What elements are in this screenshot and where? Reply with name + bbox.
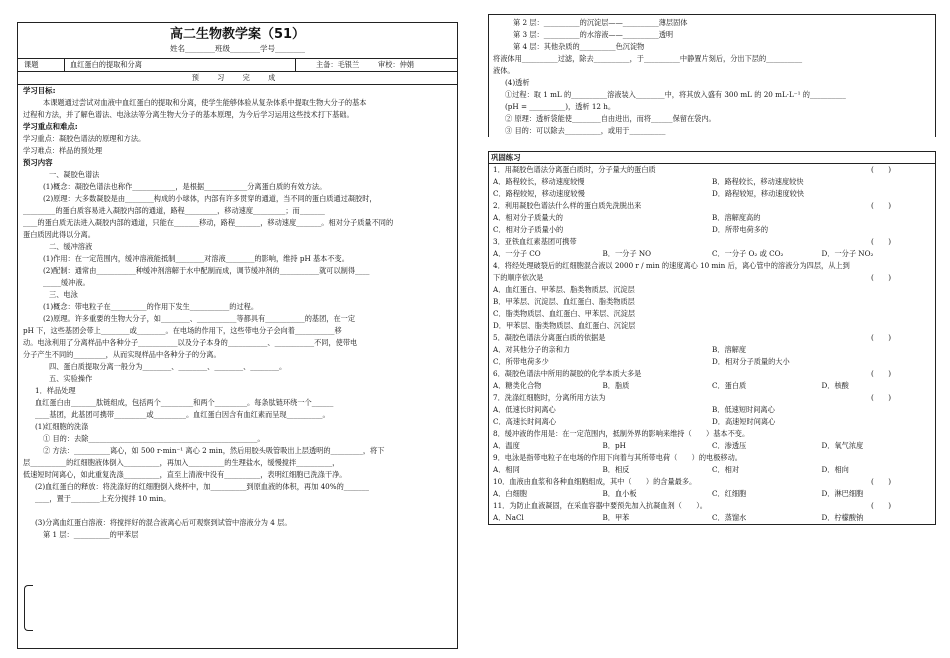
separation-steps bbox=[488, 14, 936, 137]
text-line: ① 目的：去除_______________________________________________。 bbox=[43, 434, 265, 443]
answer-option: A．路程较长，移动速度较慢 bbox=[493, 177, 585, 186]
text-line bbox=[23, 505, 452, 517]
text-line: 二、缓冲溶液 bbox=[49, 242, 93, 251]
text-line: 蛋白质因此得以分离。 bbox=[23, 230, 95, 239]
question-text: 8．缓冲液的作用是：在一定范围内，抵制外界的影响来维持（ ）基本不变。 bbox=[493, 429, 750, 438]
text-line: 本课题通过尝试对血液中血红蛋白的提取和分离，使学生能够体验从复杂体系中提取生物大分子的基本 bbox=[43, 98, 367, 107]
answer-option: A．相同 bbox=[493, 465, 520, 474]
text-line: ② 方法：__________离心，如 500 r·min⁻¹ 离心 2 min，然后用胶头吸管吸出上层透明的_________，将下 bbox=[43, 446, 385, 455]
text-line: _____缓冲液。 bbox=[43, 278, 90, 287]
question-item bbox=[493, 452, 931, 476]
question-text: 1．用凝胶色谱法分离蛋白质时，分子量大的蛋白质 bbox=[493, 165, 656, 174]
answer-option: D．柠檬酸钠 bbox=[821, 513, 864, 522]
question-item bbox=[493, 368, 931, 392]
preview-bar: 预 习 完 成 bbox=[18, 72, 457, 85]
page-title: 高二生物教学案（51） bbox=[169, 27, 306, 42]
answer-option: B．pH bbox=[602, 441, 626, 450]
answer-option: A．低速长时间离心 bbox=[493, 405, 556, 414]
section-heading: 学习目标: bbox=[23, 86, 56, 95]
answer-blank: ( ) bbox=[871, 477, 891, 486]
text-line: 分子产生不同的_________，从而实现样品中各种分子的分离。 bbox=[23, 350, 221, 359]
question-text: 下的顺序依次是 bbox=[493, 273, 544, 282]
text-line: 血红蛋白由_______肽链组成，包括两个_________和两个_________。每条肽链环绕一个______ bbox=[35, 398, 334, 407]
answer-option: C．相对 bbox=[712, 465, 740, 474]
answer-option: D．路程较短，移动速度较快 bbox=[712, 189, 805, 198]
practice-title: 巩固练习 bbox=[489, 152, 935, 164]
answer-option: D．相向 bbox=[821, 465, 849, 474]
preview-content bbox=[18, 85, 457, 541]
answer-option: C．渗透压 bbox=[712, 441, 747, 450]
answer-option: B．甲苯 bbox=[602, 513, 630, 522]
answer-option: A．白细胞 bbox=[493, 489, 527, 498]
text-line: (3)分离血红蛋白溶液：将搅拌好的混合液离心后可观察到试管中溶液分为 4 层。 bbox=[35, 518, 292, 527]
question-item bbox=[493, 200, 931, 236]
lesson-meta-row bbox=[18, 58, 457, 72]
answer-option: D．高速短时间离心 bbox=[712, 417, 776, 426]
answer-option: D．相对分子质量的大小 bbox=[712, 357, 790, 366]
text-line: ③ 目的：可以除去__________，或用于__________ bbox=[505, 126, 666, 135]
question-text: 6．凝胶色谱法中所用的凝胶的化学本质大多是 bbox=[493, 369, 642, 378]
left-column bbox=[17, 22, 458, 649]
question-item bbox=[493, 164, 931, 200]
answer-option: B．溶解度高的 bbox=[712, 213, 761, 222]
answer-blank: ( ) bbox=[871, 369, 891, 378]
reviewer-name: 审校：仲娟 bbox=[378, 60, 414, 69]
answer-option: A．一分子 CO bbox=[493, 249, 541, 258]
question-text: 7．洗涤红细胞时，分离所用方法为 bbox=[493, 393, 606, 402]
text-line: (4)透析 bbox=[505, 78, 530, 87]
question-item bbox=[493, 392, 931, 428]
text-line: 将液体用__________过滤，除去__________，于__________中静置片刻后，分出下层的__________ bbox=[493, 54, 803, 63]
student-info-line: 姓名________班级________学号________ bbox=[170, 44, 305, 53]
answer-option: C．相对分子质量小的 bbox=[493, 225, 564, 234]
text-line: 1．样品处理 bbox=[35, 386, 76, 395]
text-line: ② 原理：透析袋能使________自由进出，而将______保留在袋内。 bbox=[505, 114, 716, 123]
answer-option: C．蒸馏水 bbox=[712, 513, 747, 522]
answer-option: C．脂类物质层、血红蛋白、甲苯层、沉淀层 bbox=[493, 309, 636, 318]
answer-option: D．核酸 bbox=[821, 381, 849, 390]
question-text: 11．为防止血液凝固，在采血容器中要预先加入抗凝血剂（ ）。 bbox=[493, 501, 707, 510]
bracket-mark bbox=[24, 585, 33, 631]
text-line: 液体。 bbox=[493, 66, 515, 75]
answer-option: A．血红蛋白、甲苯层、脂类物质层、沉淀层 bbox=[493, 285, 635, 294]
question-item bbox=[493, 260, 931, 272]
text-line: (2)原理。许多重要的生物大分子，如________、___________等都具有___________的基团，在一定 bbox=[43, 314, 356, 323]
answer-option: C．高速长时间离心 bbox=[493, 417, 557, 426]
answer-option: C．一分子 O₂ 或 CO₂ bbox=[712, 249, 784, 258]
question-item bbox=[493, 332, 931, 368]
text-line: 第 4 层：其他杂质的__________色沉淀物 bbox=[513, 42, 645, 51]
answer-option: B．一分子 NO bbox=[602, 249, 651, 258]
question-item bbox=[493, 236, 931, 260]
answer-option: D．甲苯层、脂类物质层、血红蛋白、沉淀层 bbox=[493, 321, 636, 330]
text-line: (1)概念：凝胶色谱法也称作____________，是根据____________分离蛋白质的有效方法。 bbox=[43, 182, 327, 191]
answer-blank: ( ) bbox=[871, 393, 891, 402]
right-column bbox=[488, 14, 936, 525]
question-text: 4．将经处理破裂后的红细胞混合液以 2000 r / min 的速度离心 10 min 后，离心管中的溶液分为四层，从上到 bbox=[493, 261, 850, 270]
answer-option: A．温度 bbox=[493, 441, 520, 450]
question-text: 5．凝胶色谱法分离蛋白质的依据是 bbox=[493, 333, 606, 342]
answer-option: A．糖类化合物 bbox=[493, 381, 542, 390]
answer-option: D．氧气浓度 bbox=[821, 441, 864, 450]
text-line: 一、凝胶色谱法 bbox=[49, 170, 100, 179]
question-item bbox=[493, 476, 931, 500]
answer-option: D．一分子 NO₂ bbox=[821, 249, 874, 258]
text-line: ____，置于________上充分搅拌 10 min。 bbox=[35, 494, 171, 503]
text-line: (1)概念：带电粒子在__________的作用下发生___________的过程。 bbox=[43, 302, 259, 311]
answer-option: A．对其他分子的亲和力 bbox=[493, 345, 571, 354]
text-line: (pH = __________)，透析 12 h。 bbox=[505, 102, 616, 111]
answer-option: B．低速短时间离心 bbox=[712, 405, 775, 414]
text-line: 三、电泳 bbox=[49, 290, 78, 299]
answer-blank: ( ) bbox=[871, 165, 891, 174]
text-line: (2)血红蛋白的释放：将洗涤好的红细胞倒入烧杯中，加__________到原血液的体积，再加 40%的_______ bbox=[35, 482, 369, 491]
lesson-label: 课题 bbox=[24, 60, 39, 69]
answer-blank: ( ) bbox=[871, 237, 891, 246]
text-line: 层__________的红细胞液体倒入__________，再加入__________的生理盐水，缓慢搅拌__________， bbox=[23, 458, 340, 467]
text-line: (2)配制：通常由___________种缓冲剂溶解于水中配制而成，调节缓冲剂的___________就可以制得____ bbox=[43, 266, 370, 275]
text-line: 动。电泳利用了分离样品中各种分子___________以及分子本身的___________、___________不同，使带电 bbox=[23, 338, 358, 347]
text-line: ①过程：取 1 mL 的__________溶液装入________中，将其放入盛有 300 mL 的 20 mL·L⁻¹ 的__________ bbox=[505, 90, 846, 99]
answer-option: B．血小板 bbox=[602, 489, 637, 498]
question-text: 2．利用凝胶色谱法什么样的蛋白质先洗脱出来 bbox=[493, 201, 642, 210]
text-line: 五、实验操作 bbox=[49, 374, 93, 383]
question-text: 10．血液由血浆和各种血细胞组成，其中（ ）的含量最多。 bbox=[493, 477, 697, 486]
answer-blank: ( ) bbox=[871, 333, 891, 342]
text-line: 学习难点：样品的预处理 bbox=[23, 146, 103, 155]
text-line: pH 下，这些基团会带上________或________。在电场的作用下，这些带电分子会向着___________移 bbox=[23, 326, 342, 335]
text-line: _________的蛋白质容易进入凝胶内部的通道，路程_________，移动速度_________；而_______ bbox=[23, 206, 325, 215]
answer-option: B．甲苯层、沉淀层、血红蛋白、脂类物质层 bbox=[493, 297, 635, 306]
answer-option: C．红细胞 bbox=[712, 489, 747, 498]
question-item bbox=[493, 272, 931, 332]
answer-option: C．路程较短，移动速度较慢 bbox=[493, 189, 585, 198]
editor-name: 主备：毛银兰 bbox=[316, 60, 360, 69]
lesson-value: 血红蛋白的提取和分离 bbox=[70, 60, 142, 69]
question-text: 9．电泳是指带电粒子在电场的作用下向着与其所带电荷（ ）的电极移动。 bbox=[493, 453, 742, 462]
practice-section bbox=[488, 151, 936, 525]
text-line: 过程和方法，并了解色谱法、电泳法等分离生物大分子的基本原理，为今后学习运用这些技术打下基础。 bbox=[23, 110, 354, 119]
answer-option: D．淋巴细胞 bbox=[821, 489, 864, 498]
text-line: (1)作用：在一定范围内，缓冲溶液能抵制________对溶液________的影响，维持 pH 基本不变。 bbox=[43, 254, 349, 263]
answer-option: D．所带电荷多的 bbox=[712, 225, 769, 234]
question-item bbox=[493, 500, 931, 524]
text-line: 低速短时间离心，如此重复洗涤__________，直至上清液中没有__________，表明红细胞已洗涤干净。 bbox=[23, 470, 347, 479]
text-line: ____的蛋白质无法进入凝胶内部的通道，只能在_______移动，路程_______，移动速度_______。相对分子质量不同的 bbox=[23, 218, 394, 227]
text-line: (1)红细胞的洗涤 bbox=[35, 422, 89, 431]
answer-option: C．蛋白质 bbox=[712, 381, 747, 390]
answer-option: B．脂质 bbox=[602, 381, 630, 390]
answer-option: B．相反 bbox=[602, 465, 630, 474]
question-item bbox=[493, 428, 931, 452]
section-heading: 学习重点和难点: bbox=[23, 122, 78, 131]
answer-option: A．NaCl bbox=[493, 513, 524, 522]
text-line: 第 3 层：__________的水溶液——__________透明 bbox=[513, 30, 674, 39]
text-line: 四、蛋白质提取分离一般分为________、________、________、________。 bbox=[49, 362, 287, 371]
answer-blank: ( ) bbox=[871, 201, 891, 210]
section-heading: 预习内容 bbox=[23, 158, 53, 167]
text-line: 第 1 层：__________的甲苯层 bbox=[43, 530, 139, 539]
text-line: 第 2 层：__________的沉淀层——__________薄层固体 bbox=[513, 18, 688, 27]
text-line: 学习重点：凝胶色谱法的原理和方法。 bbox=[23, 134, 146, 143]
answer-option: A．相对分子质量大的 bbox=[493, 213, 563, 222]
text-line: (2)原理：大多数凝胶是由________构成的小球体，内部有许多贯穿的通道，当不同的蛋白质通过凝胶时， bbox=[43, 194, 377, 203]
answer-option: C．所带电荷多少 bbox=[493, 357, 549, 366]
question-list bbox=[493, 164, 931, 524]
text-line: ____基团，此基团可携带_________或_________。血红蛋白因含有血红素而呈现__________。 bbox=[35, 410, 330, 419]
answer-blank: ( ) bbox=[871, 501, 891, 510]
answer-blank: ( ) bbox=[871, 273, 891, 282]
question-text: 3．亚铁血红素基团可携带 bbox=[493, 237, 577, 246]
answer-option: B．路程较长，移动速度较快 bbox=[712, 177, 804, 186]
answer-option: B．溶解度 bbox=[712, 345, 747, 354]
